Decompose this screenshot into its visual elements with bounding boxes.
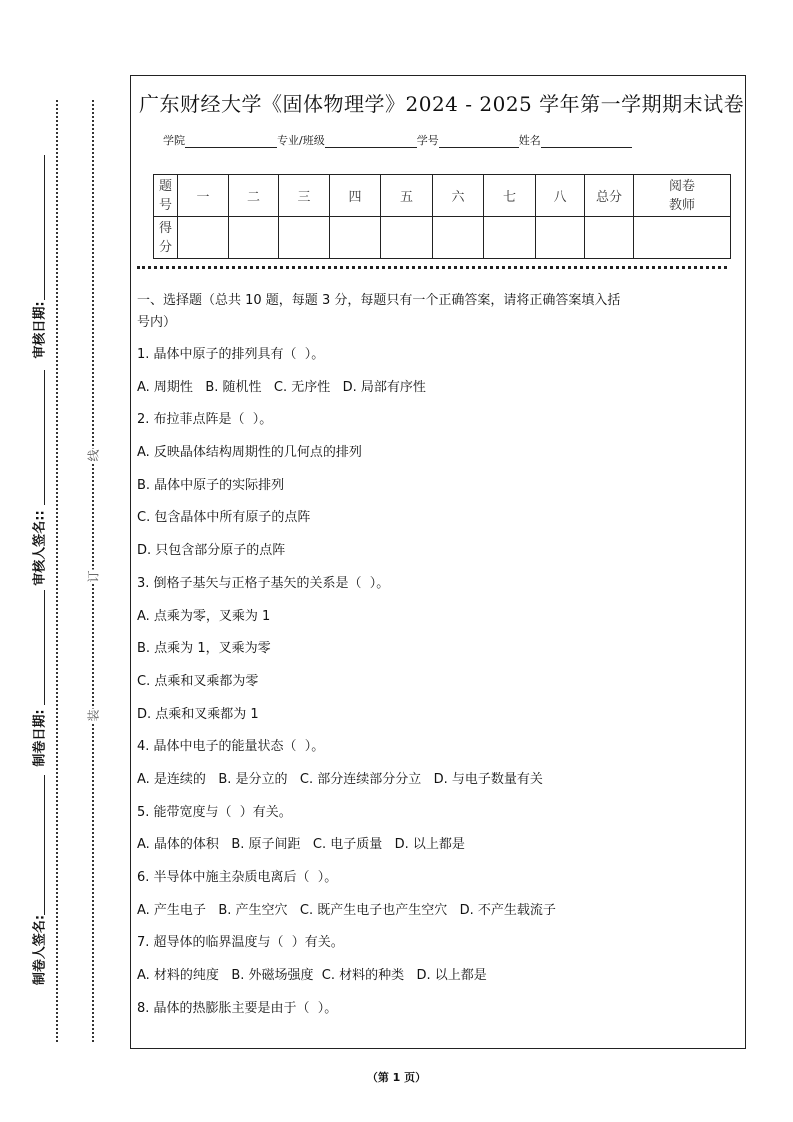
binding-dotted-line-outer (56, 100, 58, 1042)
option-line: A. 是连续的 B. 是分立的 C. 部分连续部分分立 D. 与电子数量有关 (137, 771, 543, 787)
column-header: 三 (279, 175, 330, 217)
college-field[interactable] (185, 135, 277, 148)
column-header: 二 (229, 175, 279, 217)
column-header: 六 (433, 175, 484, 217)
option-line: C. 点乘和叉乘都为零 (137, 673, 259, 689)
option-line: A. 周期性 B. 随机性 C. 无序性 D. 局部有序性 (137, 379, 426, 395)
binding-mark-line: 线 (86, 449, 101, 462)
name-label: 姓名 (518, 134, 541, 147)
paper-maker-signature-label: 制卷人签名: (32, 914, 48, 986)
score-cell[interactable] (634, 217, 731, 259)
row-header: 题号 (154, 175, 178, 217)
page-number: （第 1 页） (366, 1071, 427, 1084)
college-label: 学院 (163, 134, 185, 147)
option-line: A. 材料的纯度 B. 外磁场强度 C. 材料的种类 D. 以上都是 (137, 968, 487, 984)
option-line: A. 点乘为零，叉乘为 1 (137, 608, 271, 624)
signature-line (44, 155, 45, 300)
option-line: D. 点乘和叉乘都为 1 (137, 706, 259, 722)
student-id-field[interactable] (439, 135, 519, 148)
table-row (154, 175, 731, 217)
exam-page-frame (130, 75, 746, 1049)
section-intro: 号内） (137, 315, 177, 330)
column-header: 七 (484, 175, 536, 217)
option-line: C. 包含晶体中所有原子的点阵 (137, 510, 311, 526)
score-cell[interactable] (178, 217, 229, 259)
score-cell[interactable] (229, 217, 279, 259)
reviewer-signature-label: 审核人签名:: (32, 510, 48, 586)
question-line: 2. 布拉菲点阵是（ ）。 (137, 412, 273, 428)
question-line: 8. 晶体的热膨胀主要是由于（ ）。 (137, 1000, 338, 1016)
score-cell[interactable] (330, 217, 381, 259)
question-line: 5. 能带宽度与（ ）有关。 (137, 804, 292, 820)
signature-line (44, 370, 45, 505)
question-line: 1. 晶体中原子的排列具有（ ）。 (137, 347, 325, 362)
option-line: D. 只包含部分原子的点阵 (137, 543, 286, 559)
row-header: 得分 (154, 217, 178, 259)
major-class-field[interactable] (325, 135, 417, 148)
section-intro: 一、选择题（总共 10 题，每题 3 分，每题只有一个正确答案，请将正确答案填入括 (137, 293, 621, 308)
option-line: A. 反映晶体结构周期性的几何点的排列 (137, 445, 362, 461)
question-line: 4. 晶体中电子的能量状态（ ）。 (137, 739, 325, 755)
binding-mark-bind: 装 (86, 709, 101, 722)
option-line: A. 晶体的体积 B. 原子间距 C. 电子质量 D. 以上都是 (137, 837, 465, 853)
column-header: 一 (178, 175, 229, 217)
question-line: 3. 倒格子基矢与正格子基矢的关系是（ ）。 (137, 575, 390, 591)
exam-title: 广东财经大学《固体物理学》2024 - 2025 学年第一学期期末试卷 (139, 92, 745, 116)
student-info-row (163, 132, 632, 148)
dotted-separator (137, 266, 727, 269)
binding-mark-staple: 订 (86, 570, 101, 583)
option-line: B. 点乘为 1，叉乘为零 (137, 641, 271, 657)
question-line: 6. 半导体中施主杂质电离后（ ）。 (137, 870, 338, 885)
table-row (154, 217, 731, 259)
option-line: B. 晶体中原子的实际排列 (137, 477, 285, 493)
score-cell[interactable] (279, 217, 330, 259)
signature-line (44, 775, 45, 915)
score-cell[interactable] (585, 217, 634, 259)
option-line: A. 产生电子 B. 产生空穴 C. 既产生电子也产生空穴 D. 不产生载流子 (137, 902, 556, 918)
column-header: 五 (381, 175, 433, 217)
score-cell[interactable] (484, 217, 536, 259)
score-cell[interactable] (536, 217, 585, 259)
question-line: 7. 超导体的临界温度与（ ）有关。 (137, 935, 344, 951)
column-header: 总分 (585, 175, 634, 217)
score-cell[interactable] (381, 217, 433, 259)
column-header: 四 (330, 175, 381, 217)
score-table (153, 174, 731, 259)
score-cell[interactable] (433, 217, 484, 259)
signature-line (44, 590, 45, 705)
name-field[interactable] (541, 135, 632, 148)
major-class-label: 专业/班级 (277, 134, 325, 147)
column-header: 八 (536, 175, 585, 217)
column-header: 阅卷教师 (634, 175, 731, 217)
question-body (137, 290, 620, 1025)
review-date-label: 审核日期: (32, 301, 48, 359)
student-id-label: 学号 (416, 134, 439, 147)
paper-date-label: 制卷日期: (32, 709, 48, 767)
